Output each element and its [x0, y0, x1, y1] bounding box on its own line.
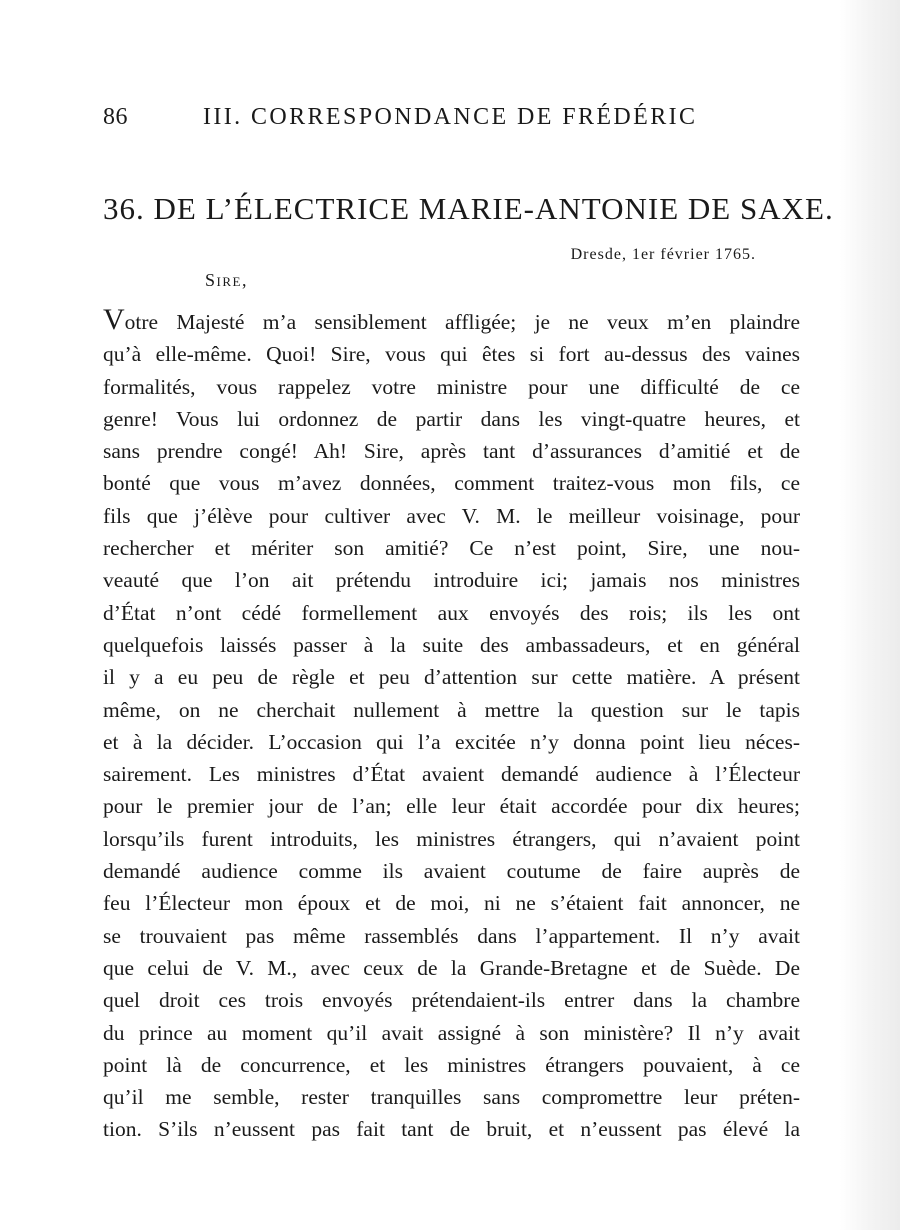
body-line: veauté que l’on ait prétendu introduire ici; jamais nos ministres [103, 568, 800, 593]
body-line: rechercher et mériter son amitié? Ce n’est point, Sire, une nou- [103, 536, 800, 561]
body-line: genre! Vous lui ordonnez de partir dans les vingt-quatre heures, et [103, 406, 800, 431]
body-line-text: otre Majesté m’a sensiblement affligée; je ne veux m’en plaindre [124, 310, 800, 334]
page-number: 86 [103, 104, 128, 130]
body-line: se trouvaient pas même rassemblés dans l’appartement. Il n’y avait [103, 923, 800, 948]
body-line: feu l’Électeur mon époux et de moi, ni ne s’étaient fait annoncer, ne [103, 891, 800, 916]
body-line: lorsqu’ils furent introduits, les ministres étrangers, qui n’avaient point [103, 826, 800, 851]
body-line: sans prendre congé! Ah! Sire, après tant d’assurances d’amitié et de [103, 439, 800, 464]
body-line: il y a eu peu de règle et peu d’attention sur cette matière. A présent [103, 665, 800, 690]
body-line: qu’à elle-même. Quoi! Sire, vous qui êtes si fort au-dessus des vaines [103, 342, 800, 367]
body-line: que celui de V. M., avec ceux de la Grande-Bretagne et de Suède. De [103, 955, 800, 980]
body-line: fils que j’élève pour cultiver avec V. M. le meilleur voisinage, pour [103, 503, 800, 528]
body-line: qu’il me semble, rester tranquilles sans compromettre leur préten- [103, 1085, 800, 1110]
body-line: d’État n’ont cédé formellement aux envoyés des rois; ils les ont [103, 600, 800, 625]
body-line: point là de concurrence, et les ministres étrangers pouvaient, à ce [103, 1052, 800, 1077]
letter-salutation: Sire, [205, 270, 248, 290]
letter-body [103, 303, 800, 1146]
body-line: tion. S’ils n’eussent pas fait tant de bruit, et n’eussent pas élevé la [103, 1117, 800, 1142]
body-line: quelquefois laissés passer à la suite des ambassadeurs, et en général [103, 632, 800, 657]
body-line: sairement. Les ministres d’État avaient demandé audience à l’Électeur [103, 762, 800, 787]
body-line: du prince au moment qu’il avait assigné à son ministère? Il n’y avait [103, 1020, 800, 1045]
letter-title: 36. DE L’ÉLECTRICE MARIE-ANTONIE DE SAXE. [103, 191, 834, 226]
running-head [103, 104, 803, 138]
initial-letter: V [103, 303, 125, 336]
body-line: quel droit ces trois envoyés prétendaient-ils entrer dans la chambre [103, 988, 800, 1013]
body-line [103, 303, 800, 338]
letter-dateline: Dresde, 1er février 1765. [570, 246, 756, 263]
body-line: même, on ne cherchait nullement à mettre la question sur le tapis [103, 697, 800, 722]
body-line: pour le premier jour de l’an; elle leur était accordée pour dix heures; [103, 794, 800, 819]
body-line: demandé audience comme ils avaient coutume de faire auprès de [103, 859, 800, 884]
body-line: et à la décider. L’occasion qui l’a excitée n’y donna point lieu néces- [103, 729, 800, 754]
body-line: formalités, vous rappelez votre ministre pour une difficulté de ce [103, 374, 800, 399]
body-line: bonté que vous m’avez données, comment traitez-vous mon fils, ce [103, 471, 800, 496]
running-title: III. CORRESPONDANCE DE FRÉDÉRIC [203, 104, 698, 130]
